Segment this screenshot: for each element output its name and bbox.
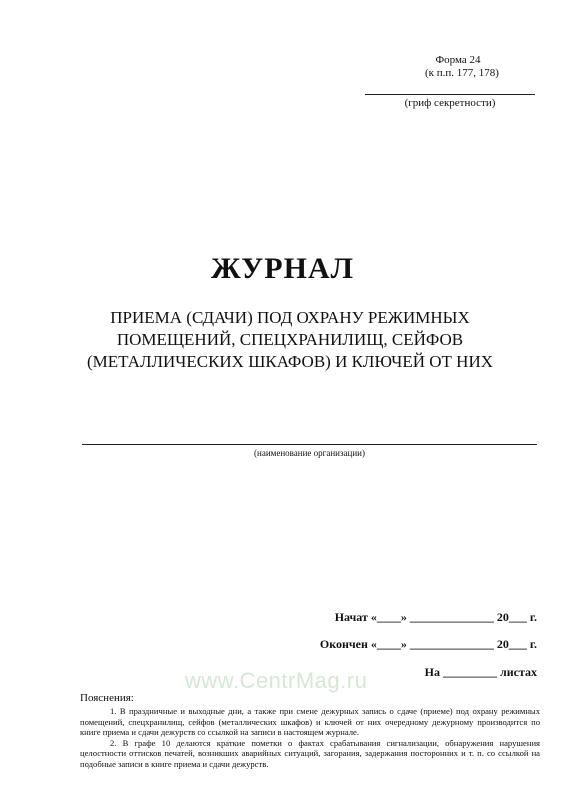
form-number: Форма 24 — [435, 54, 481, 66]
started-date-line: Начат «____» ______________ 20___ г. — [334, 610, 537, 624]
secrecy-stamp-caption: (гриф секретности) — [404, 97, 496, 109]
sheet-count-line: На _________ листах — [424, 665, 537, 679]
explanatory-notes — [80, 692, 540, 770]
website-watermark: www.CentrMag.ru — [185, 668, 368, 693]
ended-date-line: Окончен «____» ______________ 20___ г. — [319, 637, 537, 651]
organization-name-line — [82, 444, 537, 445]
document-subtitle — [60, 307, 520, 373]
note-paragraph-2: 2. В графе 10 делаются краткие пометки о фактах срабатывания сигнализации, обнаружения нарушения целостности оттисков печатей, возникших аварийных ситуаций, загорания, задержания посторонних и т. п. со ссылкой на подобные записи в книге приема и сдачи дежурств. — [80, 737, 540, 769]
subtitle-line-3: (МЕТАЛЛИЧЕСКИХ ШКАФОВ) И КЛЮЧЕЙ ОТ НИХ — [86, 352, 493, 371]
subtitle-line-2: ПОМЕЩЕНИЙ, СПЕЦХРАНИЛИЩ, СЕЙФОВ — [116, 330, 464, 349]
secrecy-stamp-line — [365, 94, 535, 95]
notes-heading: Пояснения: — [80, 692, 134, 704]
organization-name-caption: (наименование организации) — [254, 448, 365, 458]
form-paragraph-reference: (к п.п. 177, 178) — [425, 67, 499, 79]
document-title: ЖУРНАЛ — [211, 252, 354, 285]
form-reference — [382, 54, 542, 80]
subtitle-line-1: ПРИЕМА (СДАЧИ) ПОД ОХРАНУ РЕЖИМНЫХ — [110, 308, 470, 327]
note-paragraph-1: 1. В праздничные и выходные дни, а также при смене дежурных запись о сдаче (приеме) под охрану режимных помещений, спецхранилищ, сейфов (металлических шкафов) и ключей от них очередному дежурному производится по книге приема и сдачи дежурств со ссылкой на записи в настоящем журнале. — [80, 706, 540, 738]
